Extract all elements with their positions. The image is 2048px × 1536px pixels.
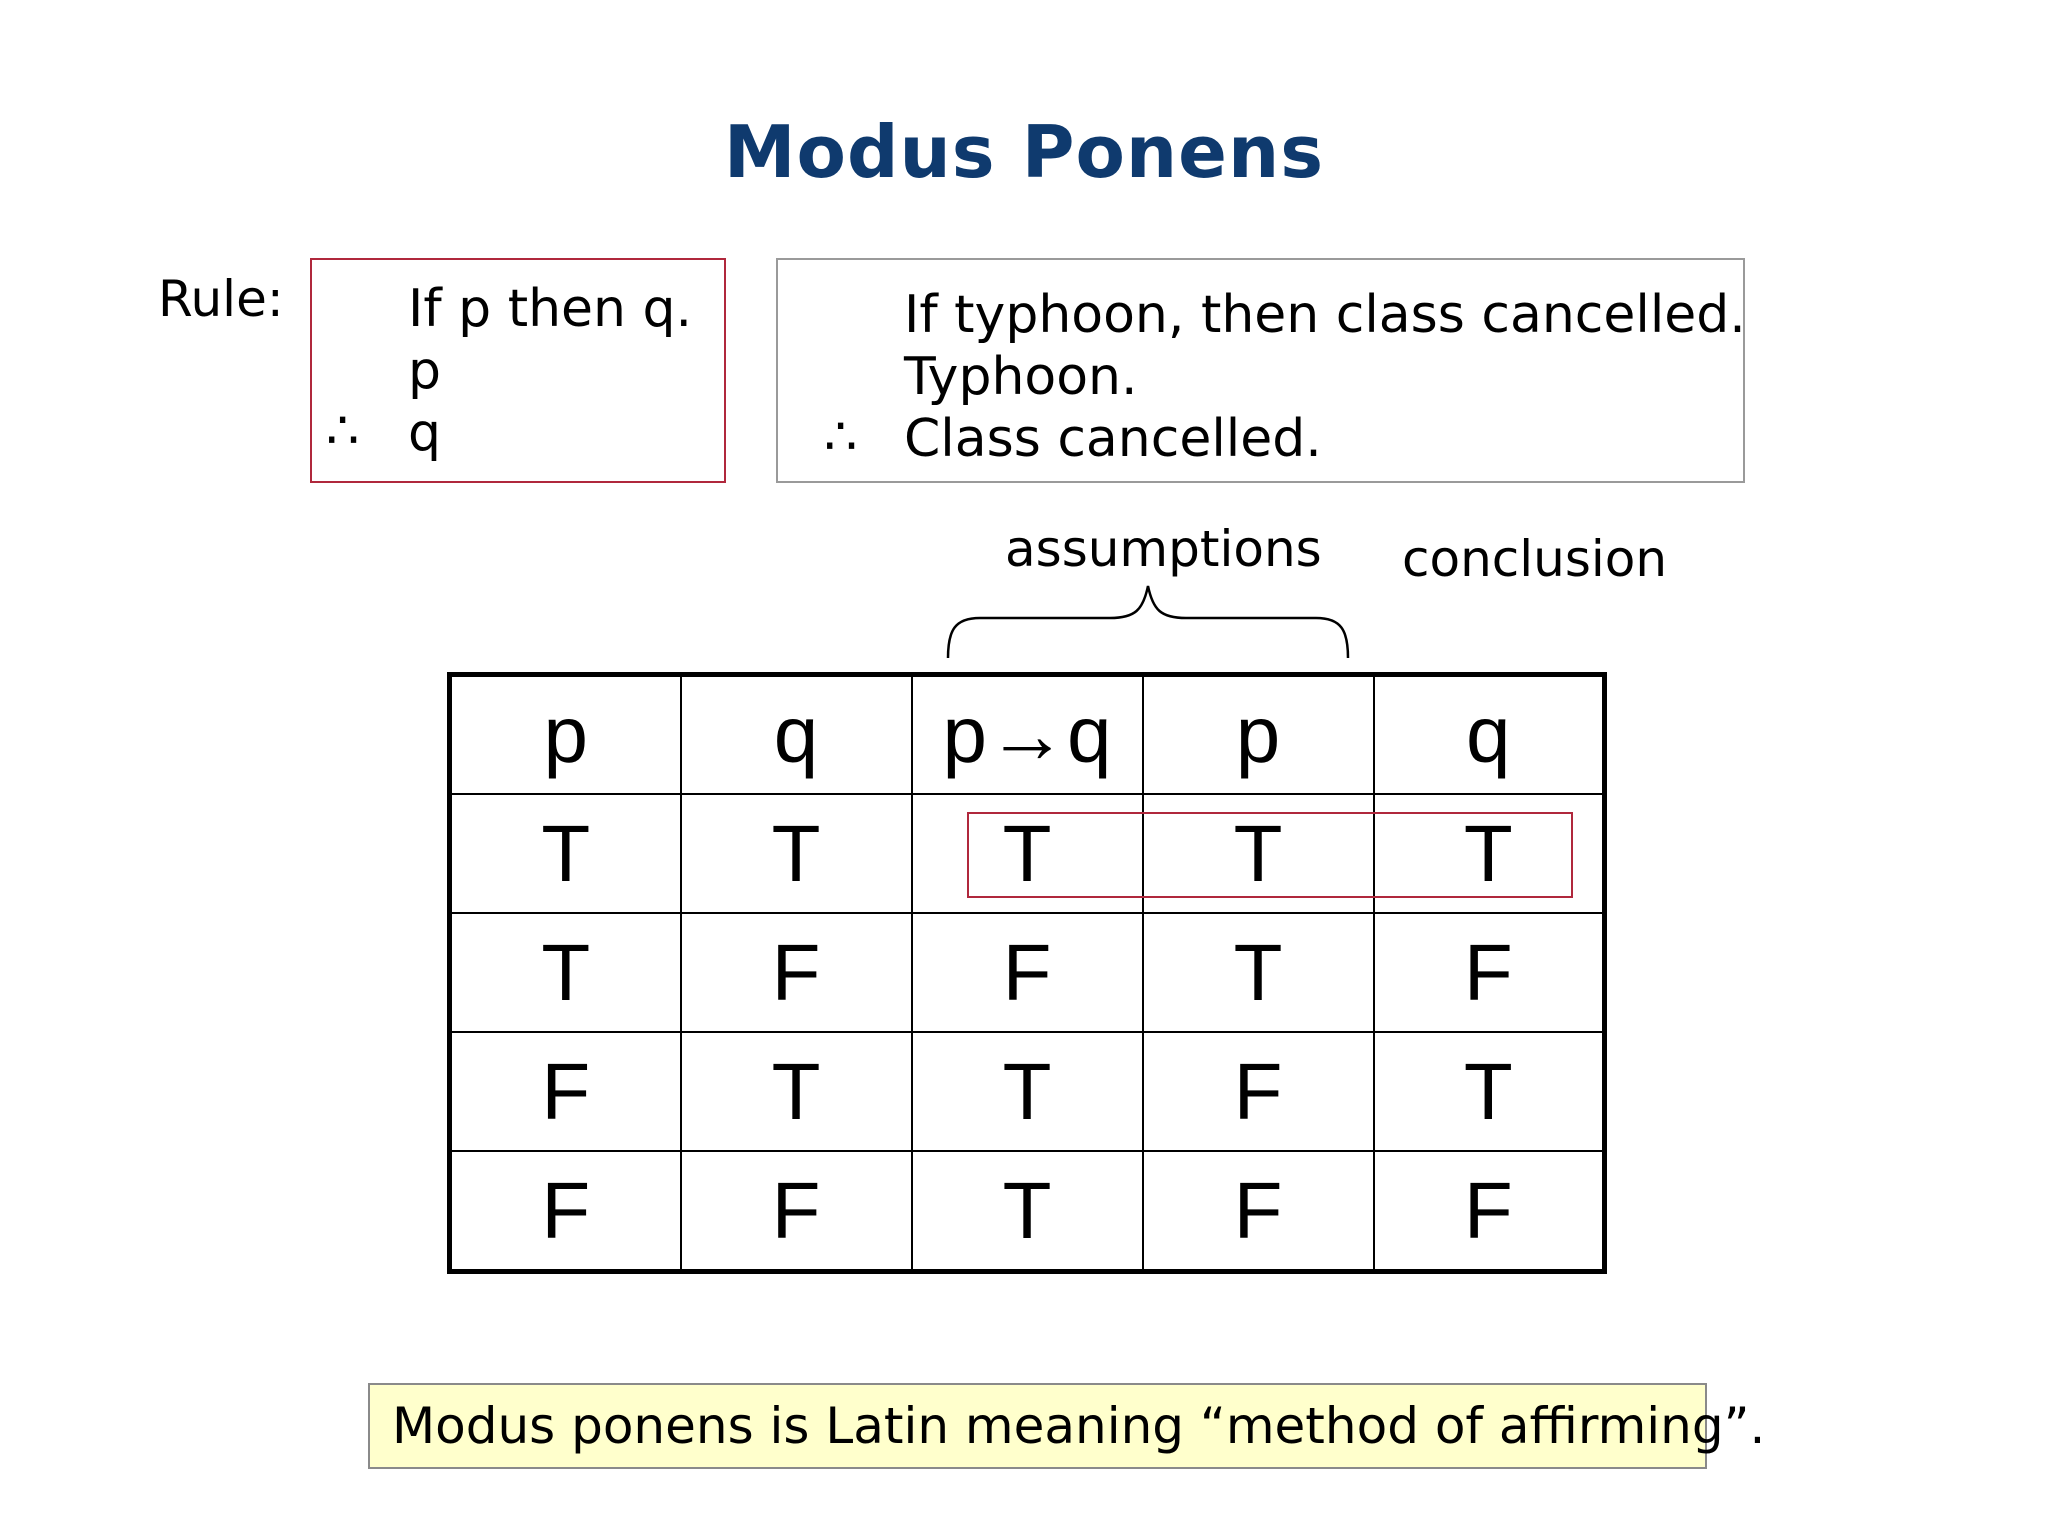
example-premise-1: If typhoon, then class cancelled. xyxy=(904,285,1746,345)
abstract-premise-1: If p then q. xyxy=(408,279,693,339)
table-cell: F xyxy=(450,1032,681,1151)
table-cell: T xyxy=(912,794,1143,913)
table-row xyxy=(450,1032,1605,1151)
abstract-rule-box xyxy=(310,258,726,483)
table-cell: T xyxy=(450,794,681,913)
table-cell: T xyxy=(681,1032,912,1151)
table-row xyxy=(450,794,1605,913)
table-cell: F xyxy=(1143,1151,1374,1272)
table-cell: F xyxy=(450,1151,681,1272)
table-cell: F xyxy=(1143,1032,1374,1151)
table-cell: T xyxy=(1143,794,1374,913)
table-cell: T xyxy=(1143,913,1374,1032)
table-header-row xyxy=(450,675,1605,795)
table-cell: F xyxy=(1374,913,1605,1032)
header-p: p xyxy=(450,675,681,795)
table-cell: T xyxy=(681,794,912,913)
header-q: q xyxy=(681,675,912,795)
table-cell: F xyxy=(912,913,1143,1032)
abstract-premise-2: p xyxy=(408,341,442,401)
therefore-symbol: ∴ xyxy=(824,407,858,467)
table-cell: F xyxy=(681,1151,912,1272)
abstract-conclusion: q xyxy=(408,403,442,463)
example-conclusion: Class cancelled. xyxy=(904,409,1322,469)
table-row xyxy=(450,913,1605,1032)
example-premise-2: Typhoon. xyxy=(904,347,1138,407)
slide-title: Modus Ponens xyxy=(723,110,1325,194)
table-cell: T xyxy=(912,1032,1143,1151)
header-p-assumption: p xyxy=(1143,675,1374,795)
truth-table xyxy=(447,672,1607,1274)
footer-note: Modus ponens is Latin meaning “method of affirming”. xyxy=(368,1383,1707,1469)
assumptions-brace xyxy=(945,580,1351,660)
therefore-symbol: ∴ xyxy=(326,401,360,461)
header-q-conclusion: q xyxy=(1374,675,1605,795)
assumptions-label: assumptions xyxy=(1005,520,1322,578)
table-cell: T xyxy=(912,1151,1143,1272)
table-cell: T xyxy=(1374,794,1605,913)
conclusion-label: conclusion xyxy=(1402,530,1668,588)
rule-label: Rule: xyxy=(158,270,284,328)
table-cell: T xyxy=(1374,1032,1605,1151)
table-cell: F xyxy=(681,913,912,1032)
header-p-implies-q: p→q xyxy=(912,675,1143,795)
example-rule-box xyxy=(776,258,1745,483)
table-row xyxy=(450,1151,1605,1272)
table-cell: F xyxy=(1374,1151,1605,1272)
table-cell: T xyxy=(450,913,681,1032)
